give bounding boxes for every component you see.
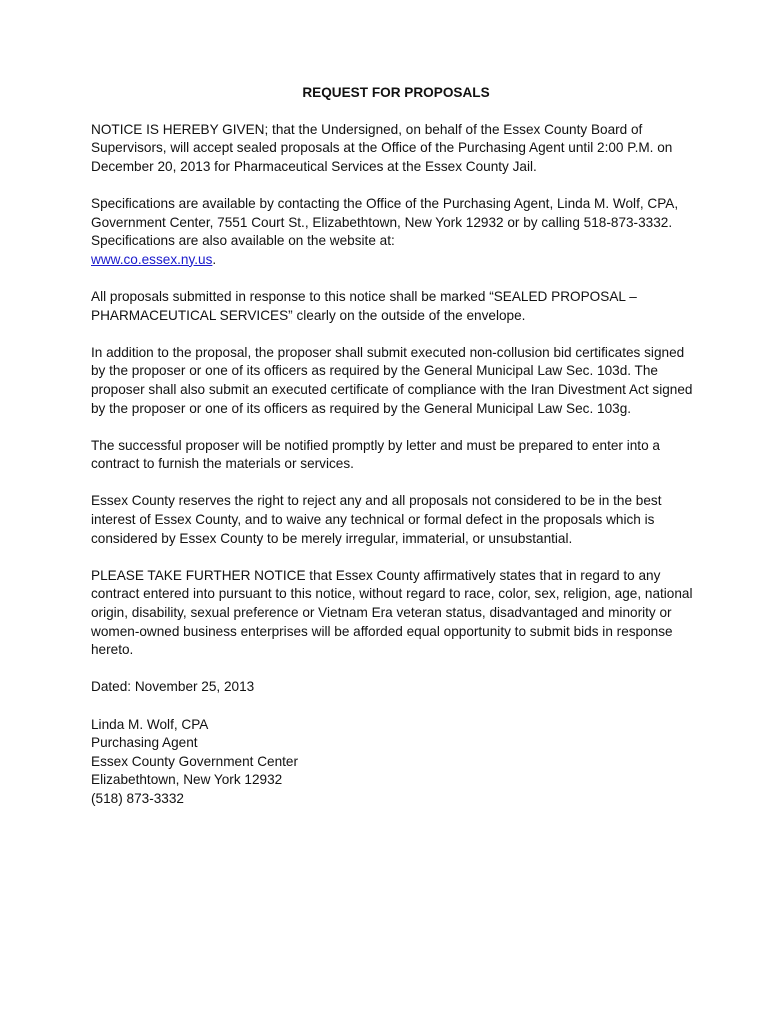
signature-office: Essex County Government Center: [91, 753, 299, 769]
website-suffix: .: [212, 251, 217, 267]
document-page: [91, 84, 701, 809]
specifications-paragraph: [91, 195, 701, 269]
further-notice-paragraph: PLEASE TAKE FURTHER NOTICE that Essex County affirmatively states that in regard to any contract entered into pursuant to this notice, without regard to race, color, sex, religion, age, national origin, disability, sexual preference or Vietnam Era veteran status, disadvantaged and minority or women-owned business enterprises will be afforded equal opportunity to submit bids in response hereto.: [91, 567, 693, 658]
signature-position: Purchasing Agent: [91, 735, 198, 751]
marking-paragraph: All proposals submitted in response to this notice shall be marked “SEALED PROPOSAL – PHARMACEUTICAL SERVICES” clearly on the outside of the envelope.: [91, 288, 637, 323]
website-link[interactable]: www.co.essex.ny.us: [91, 251, 213, 267]
signature-block: [91, 716, 701, 809]
signature-city: Elizabethtown, New York 12932: [91, 772, 283, 788]
document-title: REQUEST FOR PROPOSALS: [302, 85, 490, 100]
signature-phone: (518) 873-3332: [91, 790, 184, 806]
certificates-paragraph: In addition to the proposal, the proposer shall submit executed non-collusion bid certificates signed by the proposer or one of its officers as required by the General Municipal Law Sec. 103d. The proposer shall also submit an executed certificate of compliance with the Iran Divestment Act signed by the proposer or one of its officers as required by the General Municipal Law Sec. 103g.: [91, 344, 693, 416]
reservation-paragraph: Essex County reserves the right to reject any and all proposals not considered to be in the best interest of Essex County, and to waive any technical or formal defect in the proposals which is considered by Essex County to be merely irregular, immaterial, or unsubstantial.: [91, 493, 662, 546]
signature-name: Linda M. Wolf, CPA: [91, 716, 209, 732]
specifications-text: Specifications are available by contacting the Office of the Purchasing Agent, Linda M. Wolf, CPA, Government Center, 7551 Court St., Elizabethtown, New York 12932 or by calling 518-873-3332. Specifications are also available on the website at:: [91, 195, 679, 249]
notice-paragraph: NOTICE IS HEREBY GIVEN; that the Undersigned, on behalf of the Essex County Board of Supervisors, will accept sealed proposals at the Office of the Purchasing Agent until 2:00 P.M. on December 20, 2013 for Pharmaceutical Services at the Essex County Jail.: [91, 121, 673, 174]
dated-line: Dated: November 25, 2013: [91, 679, 255, 695]
notification-paragraph: The successful proposer will be notified promptly by letter and must be prepared to enter into a contract to furnish the materials or services.: [91, 437, 660, 472]
